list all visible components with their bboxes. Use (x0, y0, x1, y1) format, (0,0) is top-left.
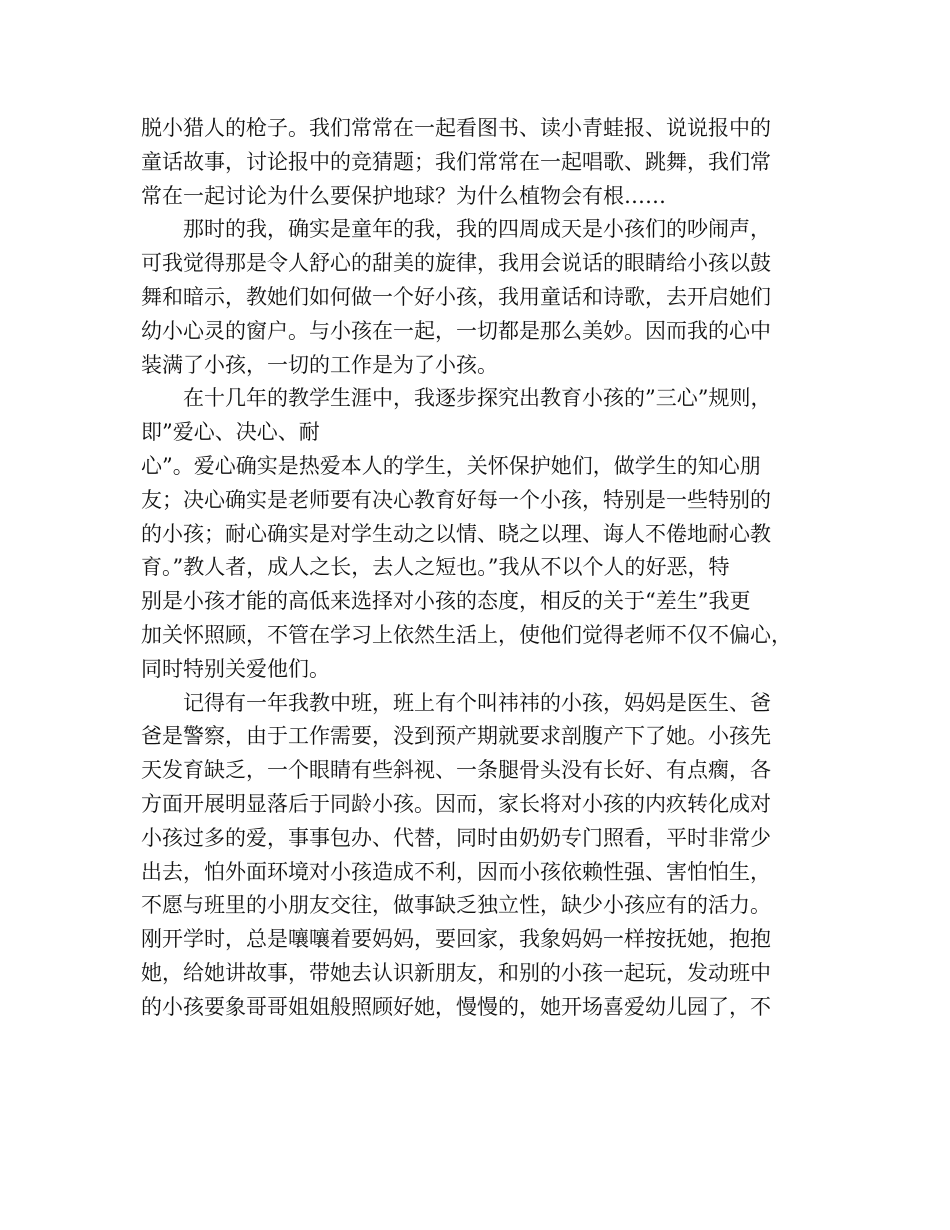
text-line: 那时的我，确实是童年的我，我的四周成天是小孩们的吵闹声， (183, 217, 771, 242)
text-line: 育。”教人者，成人之长，去人之短也。”我从不以个人的好恶，特 (141, 555, 730, 580)
text-line: 的小孩；耐心确实是对学生动之以情、晓之以理、诲人不倦地耐心教 (141, 521, 771, 546)
text-line: 小孩过多的爱，事事包办、代替，同时由奶奶专门照看，平时非常少 (141, 825, 771, 850)
text-line: 在十几年的教学生涯中，我逐步探究出教育小孩的”三心”规则， (183, 386, 772, 411)
text-line: 童话故事，讨论报中的竞猜题；我们常常在一起唱歌、跳舞，我们常 (141, 149, 771, 174)
body-text (141, 112, 841, 1025)
text-line: 天发育缺乏，一个眼睛有些斜视、一条腿骨头没有长好、有点瘸，各 (141, 758, 771, 783)
text-line: 的小孩要象哥哥姐姐般照顾好她，慢慢的，她开场喜爱幼儿园了，不 (141, 994, 771, 1019)
text-line: 幼小心灵的窗户。与小孩在一起，一切都是那么美妙。因而我的心中 (141, 318, 771, 343)
text-line: 加关怀照顾，不管在学习上依然生活上，使他们觉得老师不仅不偏心， (141, 622, 792, 647)
text-line: 同时特别关爱他们。 (141, 656, 330, 681)
text-line: 她，给她讲故事，带她去认识新朋友，和别的小孩一起玩，发动班中 (141, 960, 771, 985)
text-line: 别是小孩才能的高低来选择对小孩的态度，相反的关于“差生”我更 (141, 589, 751, 614)
text-line: 不愿与班里的小朋友交往，做事缺乏独立性，缺少小孩应有的活力。 (141, 893, 771, 918)
text-line: 出去，怕外面环境对小孩造成不利，因而小孩依赖性强、害怕怕生， (141, 859, 771, 884)
text-line: 友；决心确实是老师要有决心教育好每一个小孩，特别是一些特别的 (141, 487, 771, 512)
text-line: 装满了小孩，一切的工作是为了小孩。 (141, 352, 498, 377)
text-line: 爸是警察，由于工作需要，没到预产期就要求剖腹产下了她。小孩先 (141, 724, 771, 749)
text-line: 常在一起讨论为什么要保护地球？为什么植物会有根…… (141, 183, 666, 208)
text-line: 记得有一年我教中班，班上有个叫祎祎的小孩，妈妈是医生、爸 (183, 690, 771, 715)
text-line: 心”。爱心确实是热爱本人的学生，关怀保护她们，做学生的知心朋 (141, 453, 761, 478)
text-line: 舞和暗示，教她们如何做一个好小孩，我用童话和诗歌，去开启她们 (141, 284, 771, 309)
text-line: 可我觉得那是令人舒心的甜美的旋律，我用会说话的眼睛给小孩以鼓 (141, 251, 771, 276)
text-line: 刚开学时，总是嚷嚷着要妈妈，要回家，我象妈妈一样按抚她，抱抱 (141, 927, 771, 952)
text-line: 脱小猎人的枪子。我们常常在一起看图书、读小青蛙报、说说报中的 (141, 116, 771, 140)
text-line: 即”爱心、决心、耐 (141, 420, 320, 445)
text-line: 方面开展明显落后于同龄小孩。因而，家长将对小孩的内疚转化成对 (141, 791, 771, 816)
